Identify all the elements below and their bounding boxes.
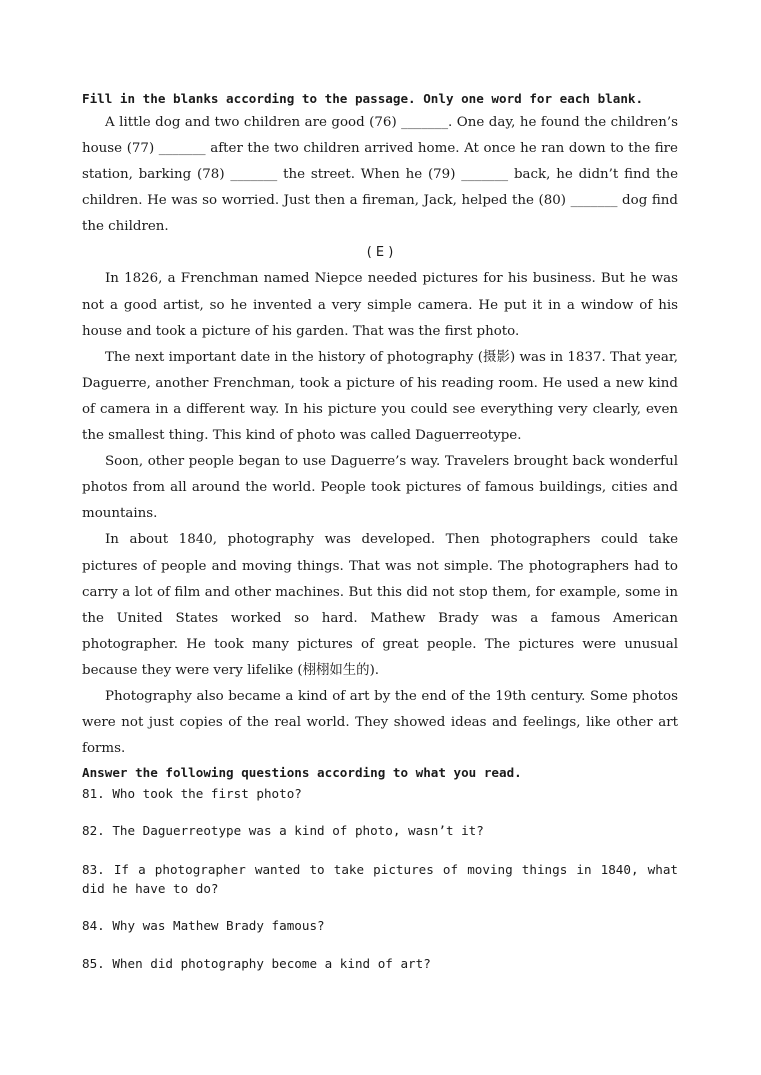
question-83: 83. If a photographer wanted to take pictures of moving things in 1840, what did he have to do? [82, 862, 678, 897]
photo-passage-paragraph-1: In 1826, a Frenchman named Niepce needed pictures for his business. But he was not a good artist, so he invented a very simple camera. He put it in a window of his house and took a picture of his garden. That was the first photo. [82, 271, 678, 339]
question-81: 81. Who took the first photo? [82, 786, 302, 802]
dog-passage: A little dog and two children are good (76) _______. One day, he found the children’s house (77) _______ after the two children arrived home. At once he ran down to the fire station, barking (78) _______ the street. When he (79) _______ back, he didn’t find the children. He was so worried. Just then a fireman, Jack, helped the (80) _______ dog find the children. [82, 115, 678, 235]
photo-passage-paragraph-3: Soon, other people began to use Daguerre’s way. Travelers brought back wonderful photos from all around the world. People took pictures of famous buildings, cities and mountains. [82, 454, 678, 522]
question-82: 82. The Daguerreotype was a kind of photo, wasn’t it? [82, 823, 484, 839]
worksheet-page [82, 88, 678, 973]
section-e-marker: ( E ) [366, 245, 394, 261]
question-84: 84. Why was Mathew Brady famous? [82, 918, 325, 934]
question-85: 85. When did photography become a kind of art? [82, 956, 431, 972]
photo-passage-paragraph-4: In about 1840, photography was developed. Then photographers could take pictures of people and moving things. That was not simple. The photographers had to carry a lot of film and other machines. But this did not stop them, for example, some in the United States worked so hard. Mathew Brady was a famous American photographer. He took many pictures of great people. The pictures were unusual because they were very lifelike (栩栩如生的). [82, 532, 678, 678]
answer-questions-instruction: Answer the following questions according to what you read. [82, 765, 522, 781]
fill-blanks-instruction: Fill in the blanks according to the passage. Only one word for each blank. [82, 91, 644, 106]
photo-passage-paragraph-5: Photography also became a kind of art by the end of the 19th century. Some photos were not just copies of the real world. They showed ideas and feelings, like other art forms. [82, 688, 678, 757]
photo-passage-paragraph-2: The next important date in the history of photography (摄影) was in 1837. That year, Daguerre, another Frenchman, took a picture of his reading room. He used a new kind of camera in a different way. In his picture you could see everything very clearly, even the smallest thing. This kind of photo was called Daguerreotype. [82, 349, 678, 444]
